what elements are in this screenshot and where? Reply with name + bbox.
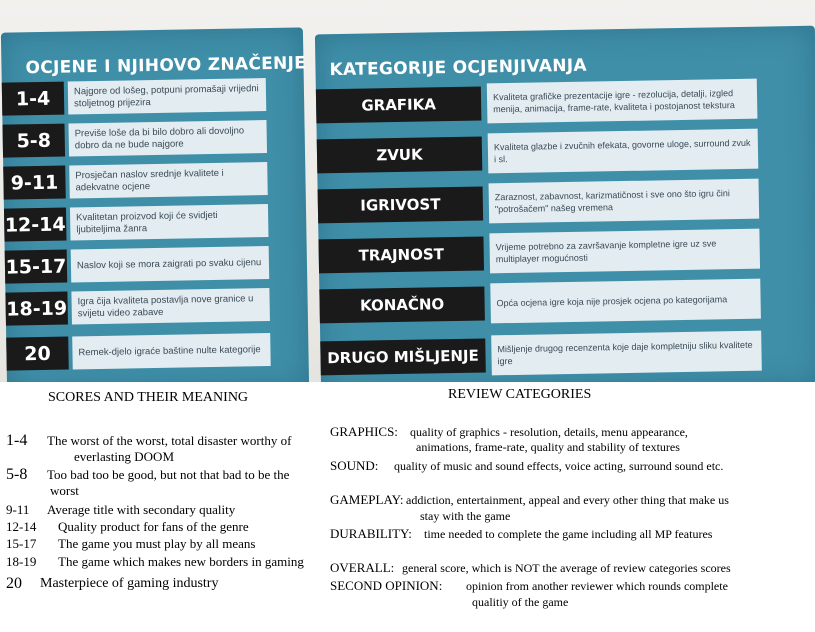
category-description: Kvaliteta grafičke prezentacije igre - rezolucija, detalji, izgled menija, animacija, frame-rate, kvaliteta i postojanost tekstura <box>487 79 758 124</box>
category-description: Zaraznost, zabavnost, karizmatičnost i sve ono što igru čini "potrošačem" našeg vremena <box>489 179 760 224</box>
score-label: 18-19 <box>5 292 68 326</box>
translation-score-text-cont: worst <box>50 483 79 498</box>
translation-score-text: The worst of the worst, total disaster worthy of <box>47 433 292 448</box>
translation-category: DURABILITY: <box>330 526 412 541</box>
translation-score-text: Masterpiece of gaming industry <box>40 576 219 591</box>
translation-category: GRAPHICS: <box>330 424 398 439</box>
translation-score: 5-8 <box>6 466 28 483</box>
score-label: 9-11 <box>3 166 66 200</box>
category-row <box>318 229 760 277</box>
translation-category-text: opinion from another reviewer which rounds complete <box>466 579 728 593</box>
translation-score-text: Too bad too be good, but not that bad to be the <box>47 467 290 482</box>
category-description: Mišljenje drugog recenzenta koje daje kompletniju sliku kvalitete igre <box>491 331 762 376</box>
scores-card <box>1 27 309 382</box>
score-row <box>3 162 268 200</box>
translation-category-text: time needed to complete the game including all MP features <box>424 527 713 541</box>
category-row <box>317 129 759 177</box>
categories-card <box>315 26 815 382</box>
translation-category: GAMEPLAY: <box>330 492 404 507</box>
translation-category-text: quality of music and sound effects, voice acting, surround sound etc. <box>394 459 724 473</box>
translation-category-text: quality of graphics - resolution, details, menu appearance, <box>410 425 688 439</box>
score-description: Prosječan naslov srednje kvalitete i adekvatne ocjene <box>69 162 268 198</box>
score-label: 5-8 <box>2 124 65 158</box>
score-description: Najgore od lošeg, potpuni promašaji vrijedni stoljetnog prijezira <box>68 78 267 114</box>
category-row <box>319 279 761 327</box>
score-description: Remek-djelo igraće baštine nulte kategorije <box>72 333 271 369</box>
category-label: GRAFIKA <box>316 87 482 124</box>
translation-category-text-cont: animations, frame-rate, quality and stability of textures <box>416 440 680 454</box>
category-description: Opća ocjena igre koja nije prosjek ocjena po kategorijama <box>490 279 761 324</box>
translation-category: SOUND: <box>330 458 379 473</box>
translation-score-text-cont: everlasting DOOM <box>74 449 175 464</box>
scores-card-title: OCJENE I NJIHOVO ZNAČENJE <box>25 53 307 79</box>
translation-score: 15-17 <box>6 536 37 551</box>
category-description: Vrijeme potrebno za završavanje kompletne igre uz sve multiplayer mogućnosti <box>489 229 760 274</box>
translation-category-text: addiction, entertainment, appeal and every other thing that make us <box>406 493 729 507</box>
translation-score-text: The game you must play by all means <box>58 536 256 551</box>
score-label: 1-4 <box>2 82 65 116</box>
score-row <box>4 204 269 242</box>
translation-score-text: Average title with secondary quality <box>47 502 236 517</box>
translation-category-text-cont: qualitiy of the game <box>472 595 569 609</box>
translation-score: 9-11 <box>6 502 30 517</box>
score-row <box>6 333 271 371</box>
score-label: 20 <box>6 337 69 371</box>
translation-score-text: Quality product for fans of the genre <box>58 519 249 534</box>
translation-category-text-cont: stay with the game <box>420 509 511 523</box>
category-label: TRAJNOST <box>318 236 484 273</box>
score-row <box>5 246 270 284</box>
category-label: IGRIVOST <box>318 186 484 223</box>
scores-header: SCORES AND THEIR MEANING <box>48 390 249 405</box>
score-row <box>5 288 270 326</box>
score-description: Naslov koji se mora zaigrati po svaku cijenu <box>71 246 270 282</box>
score-description: Igra čija kvaliteta postavlja nove granice u svijetu video zabave <box>71 288 270 324</box>
translation-category-text: general score, which is NOT the average of review categories scores <box>402 561 731 575</box>
category-row <box>320 331 762 379</box>
score-description: Previše loše da bi bilo dobro ali dovoljno dobro da ne bude najgore <box>68 120 267 156</box>
translation-score: 18-19 <box>6 554 37 569</box>
translation-category: OVERALL: <box>330 560 395 575</box>
category-row <box>318 179 760 227</box>
categories-header: REVIEW CATEGORIES <box>448 387 592 402</box>
score-label: 15-17 <box>5 250 68 284</box>
translation-score: 12-14 <box>6 519 37 534</box>
translation-category: SECOND OPINION: <box>330 578 443 593</box>
translation-score-text: The game which makes new borders in gaming <box>58 554 304 569</box>
score-row <box>2 120 267 158</box>
category-description: Kvaliteta glazbe i zvučnih efekata, govorne uloge, surround zvuk i sl. <box>488 129 759 174</box>
translation-score: 1-4 <box>6 432 28 449</box>
score-description: Kvalitetan proizvod koji će svidjeti ljubiteljima žanra <box>70 204 269 240</box>
categories-card-title: KATEGORIJE OCJENJIVANJA <box>329 55 588 81</box>
translation-score: 20 <box>6 575 22 592</box>
score-row <box>2 78 267 116</box>
score-label: 12-14 <box>4 208 67 242</box>
category-label: KONAČNO <box>319 286 485 323</box>
category-label: ZVUK <box>317 136 483 173</box>
category-label: DRUGO MIŠLJENJE <box>320 338 486 375</box>
category-row <box>316 79 758 127</box>
